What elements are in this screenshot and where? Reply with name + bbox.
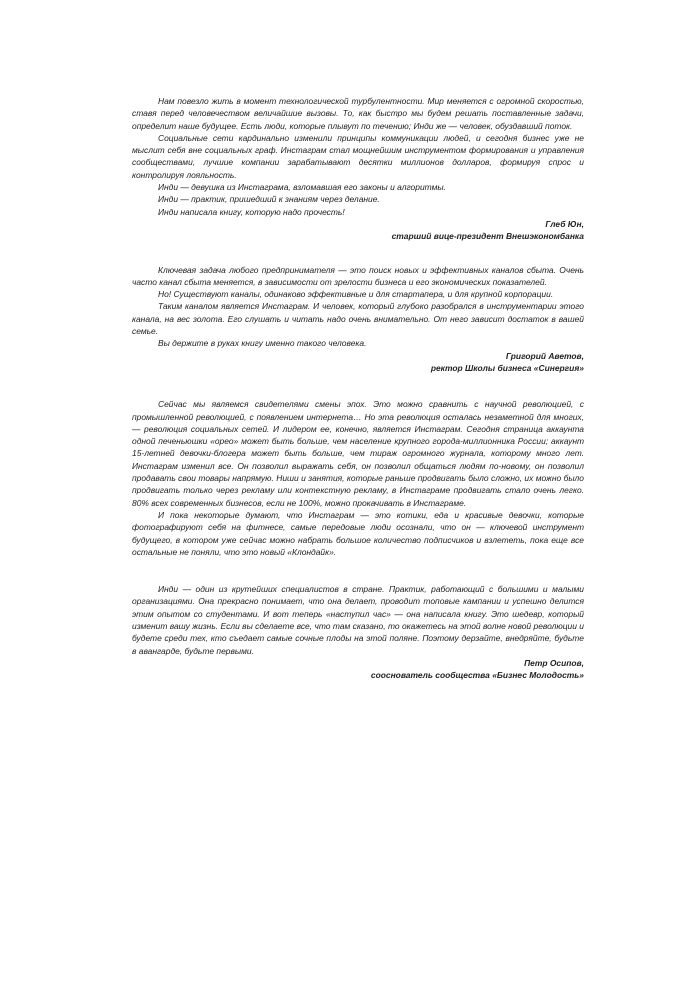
- spacer: [132, 374, 584, 398]
- signature: [132, 657, 584, 682]
- paragraph: И пока некоторые думают, что Инстаграм — это котики, еда и красивые девочки, которые фотографируют себя на фитнесе, самые передовые люди осознали, что он — ключевой инструмент будущего, в котором уже сейчас можно набрать большое количество подписчиков и взлететь, пока еще все остальные не поняли, что это новый «Клондайк».: [132, 509, 584, 557]
- paragraph: Инди — девушка из Инстаграма, взломавшая его законы и алгоритмы.: [158, 182, 446, 193]
- document-page: [132, 95, 584, 681]
- paragraph: Таким каналом является Инстаграм. И человек, который глубоко разобрался в инструментарии этого канала, на вес золота. Его слушать и читать надо очень внимательно. От него зависит достаток в вашей семье.: [132, 301, 584, 337]
- foreword-yun: [132, 95, 584, 243]
- signature-name: Глеб Юн,: [545, 218, 584, 229]
- paragraph: Нам повезло жить в момент технологической турбулентности. Мир меняется с огромной скоростью, ставя перед человечеством величайшие вызовы. То, как быстро мы будем решать поставленные задачи, определит наше будущее. Есть люди, которые плывут по течению; Инди же — человек, обуздавший поток.: [132, 96, 584, 131]
- spacer: [132, 243, 584, 264]
- paragraph: Социальные сети кардинально изменили принципы коммуникации людей, и сегодня бизнес уже не мыслит себя вне социальных граф. Инстаграм стал мощнейшим инструментом формирования и управления сообществами, лучшие компании зарабатывают десятки миллионов долларов, формируя спрос и контролируя лояльность.: [132, 132, 584, 180]
- signature: [132, 218, 584, 243]
- paragraph: Инди — практик, пришедший к знаниям через делание.: [158, 194, 380, 205]
- paragraph: Вы держите в руках книгу именно такого человека.: [158, 338, 367, 349]
- paragraph: Но! Существуют каналы, одинаково эффективные и для стартапера, и для крупной корпорации.: [158, 289, 554, 300]
- signature-name: Григорий Аветов,: [505, 350, 584, 361]
- paragraph: Инди — один из крутейших специалистов в стране. Практик, работающий с большими и малыми организациями. Она прекрасно понимает, что она делает, проводит топовые кампании и успешно делится этим опытом со студентами. И вот теперь «наступил час» — она написала книгу. Это шедевр, который изменит вашу жизнь. Если вы сделаете все, что там сказано, то окажетесь на этой волне новой революции и будете среди тех, кто съедает самые сочные плоды на этой поляне. Поэтому дерзайте, внедряйте, будьте в авангарде, будьте первыми.: [132, 584, 584, 656]
- signature-title: ректор Школы бизнеса «Синергия»: [430, 362, 584, 373]
- foreword-osipov: [132, 583, 584, 681]
- signature-name: Петр Осипов,: [524, 657, 584, 668]
- signature: [132, 350, 584, 375]
- paragraph: Инди написала книгу, которую надо прочесть!: [158, 206, 345, 217]
- signature-title: старший вице-президент Внешэкономбанка: [391, 231, 584, 242]
- signature-title: сооснователь сообщества «Бизнес Молодость»: [370, 670, 584, 681]
- foreword-revolution: [132, 398, 584, 558]
- foreword-avetov: [132, 264, 584, 375]
- spacer: [132, 558, 584, 583]
- paragraph: Сейчас мы являемся свидетелями смены эпох. Это можно сравнить с научной революцией, с промышленной революцией, с появлением интернета… Но эта революция осталась незаметной для многих, — революция социальных сетей. И лидером ее, конечно, является Инстаграм. Сегодня страница аккаунта одной печеньюшки «орео» может быть больше, чем население крупного города-миллионника России; аккаунт 15-летней девочки-блогера может быть больше, чем тираж огромного журнала, которому много лет. Инстаграм изменил все. Он позволил выражать себя, он позволил общаться людям по-новому, он позволил продавать свои товары напрямую. Ниши и занятия, которые раньше продвигать было сложно, их можно было продвигать только через рекламу или контекстную рекламу, в Инстаграме продвигать стало очень легко. 80% всех современных бизнесов, если не 100%, можно прокачивать в Инстаграме.: [132, 399, 584, 508]
- paragraph: Ключевая задача любого предпринимателя — это поиск новых и эффективных каналов сбыта. Очень часто канал сбыта меняется, в зависимости от зрелости бизнеса и его экономических показателей.: [132, 264, 584, 287]
